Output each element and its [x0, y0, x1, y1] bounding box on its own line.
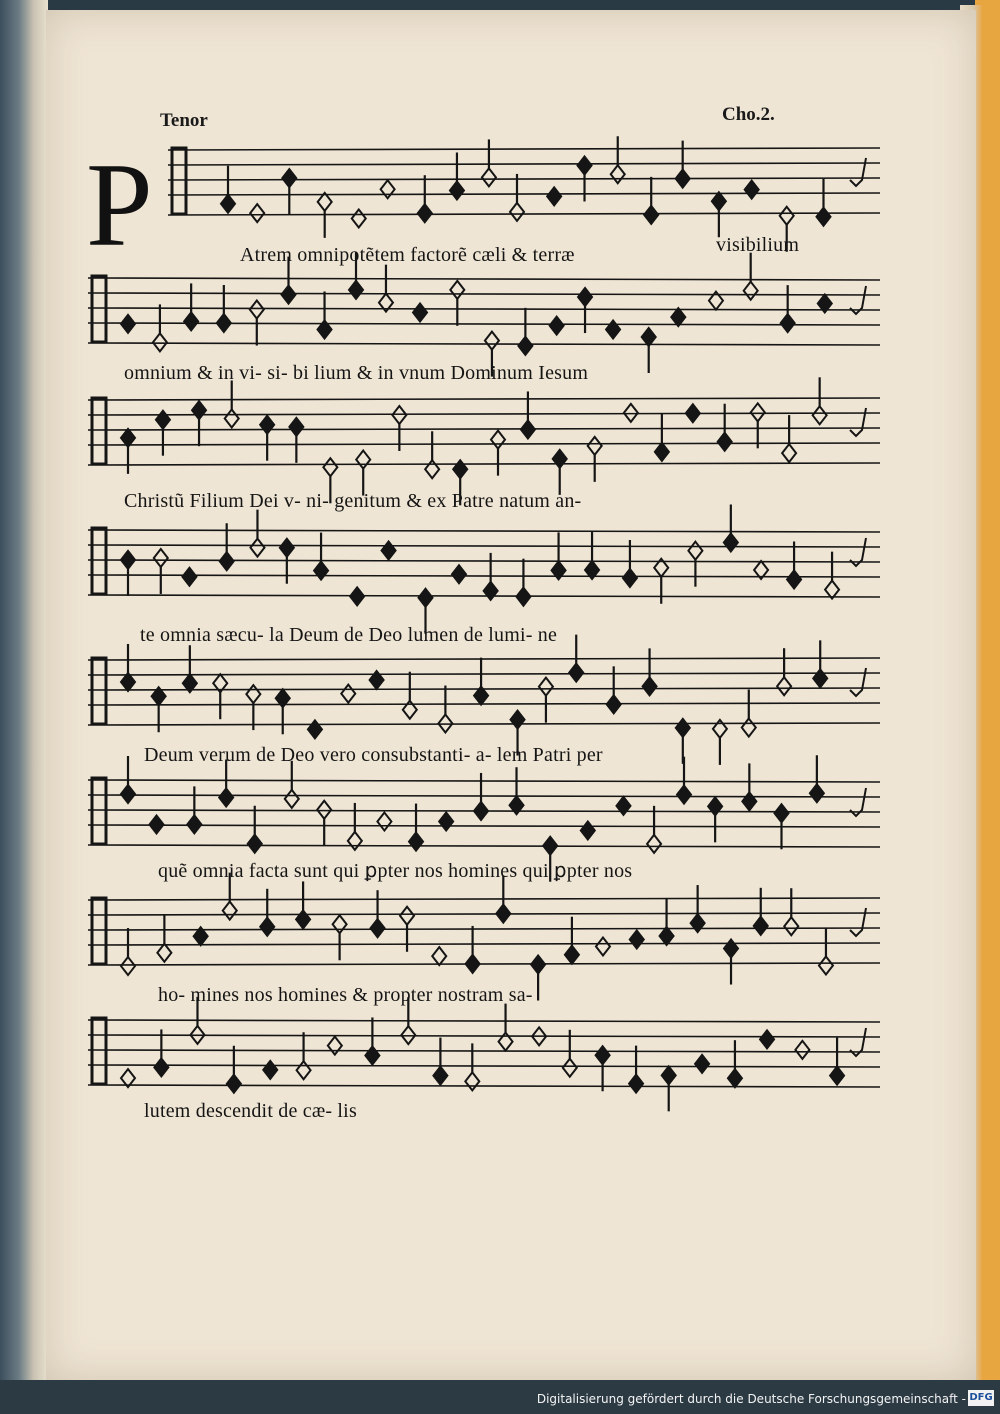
- voice-part-label: Tenor: [160, 110, 208, 131]
- clef: [92, 898, 106, 964]
- note: [644, 206, 658, 224]
- note: [553, 450, 567, 468]
- note: [728, 1069, 742, 1087]
- staff-7: [88, 873, 880, 1001]
- note: [510, 203, 524, 221]
- lyric-line-2: omnium & in vi- si- bi lium & in vnum Dominum Iesum: [124, 362, 589, 384]
- note: [781, 314, 795, 332]
- note: [642, 328, 656, 346]
- note: [830, 1067, 844, 1085]
- note: [760, 1030, 774, 1048]
- note: [121, 785, 135, 803]
- note: [308, 720, 322, 738]
- note: [182, 568, 196, 586]
- note: [647, 835, 661, 853]
- note: [662, 1066, 676, 1084]
- lyric-line-1b: visibilium: [716, 234, 800, 256]
- lyric-line-5: Deum verum de Deo vero consubstanti- a- lem Patri per: [144, 744, 603, 766]
- note: [588, 437, 602, 455]
- staff-4: [88, 504, 880, 633]
- note: [314, 562, 328, 580]
- note: [297, 1061, 311, 1079]
- clef: [92, 658, 106, 724]
- note: [328, 1037, 342, 1055]
- note: [784, 917, 798, 935]
- clef: [92, 276, 106, 342]
- note: [221, 195, 235, 213]
- note: [225, 409, 239, 427]
- note: [333, 915, 347, 933]
- note: [745, 181, 759, 199]
- note: [349, 281, 363, 299]
- note: [521, 420, 535, 438]
- note: [377, 813, 391, 831]
- clef: [92, 778, 106, 844]
- note: [248, 835, 262, 853]
- note: [250, 204, 264, 222]
- note: [581, 821, 595, 839]
- note: [184, 312, 198, 330]
- custos: [850, 668, 866, 696]
- note: [712, 192, 726, 210]
- staff-2: [88, 252, 880, 377]
- note: [263, 1061, 277, 1079]
- note: [227, 1075, 241, 1093]
- note: [547, 187, 561, 205]
- note: [754, 917, 768, 935]
- note: [539, 678, 553, 696]
- digitization-credit: Digitalisierung gefördert durch die Deutsche Forschungsgemeinschaft -: [536, 1392, 966, 1406]
- note: [474, 802, 488, 820]
- note: [787, 571, 801, 589]
- note: [688, 542, 702, 560]
- note: [432, 947, 446, 965]
- note: [677, 786, 691, 804]
- note: [365, 1046, 379, 1064]
- note: [606, 321, 620, 339]
- folio-label: Cho.2.: [722, 104, 775, 125]
- note: [578, 288, 592, 306]
- note: [686, 404, 700, 422]
- note: [217, 314, 231, 332]
- note: [318, 193, 332, 211]
- note: [285, 790, 299, 808]
- note: [409, 833, 423, 851]
- note: [724, 533, 738, 551]
- note: [246, 685, 260, 703]
- note: [531, 956, 545, 974]
- note: [192, 401, 206, 419]
- custos: [850, 158, 866, 186]
- note: [810, 784, 824, 802]
- note: [220, 552, 234, 570]
- lyric-line-1: Atrem omnipotẽtem factorẽ cæli & terræ: [240, 244, 575, 266]
- note: [439, 813, 453, 831]
- note: [484, 582, 498, 600]
- note: [219, 788, 233, 806]
- note: [317, 801, 331, 819]
- note: [655, 443, 669, 461]
- note: [452, 565, 466, 583]
- note: [819, 957, 833, 975]
- note: [643, 677, 657, 695]
- note: [482, 168, 496, 186]
- note: [569, 664, 583, 682]
- note: [341, 685, 355, 703]
- note: [629, 1075, 643, 1093]
- note: [563, 1059, 577, 1077]
- note: [433, 1067, 447, 1085]
- dfg-logo: DFG: [968, 1390, 994, 1406]
- clef: [92, 528, 106, 594]
- note: [400, 907, 414, 925]
- staff-3: [88, 377, 880, 505]
- lyric-line-8: lutem descendit de cæ- lis: [144, 1100, 357, 1122]
- note: [356, 451, 370, 469]
- note: [157, 944, 171, 962]
- note: [371, 919, 385, 937]
- note: [491, 431, 505, 449]
- note: [289, 418, 303, 436]
- note: [450, 281, 464, 299]
- note: [187, 815, 201, 833]
- note: [795, 1041, 809, 1059]
- note: [774, 804, 788, 822]
- note: [154, 549, 168, 567]
- lyric-line-6: quẽ omnia facta sunt qui ꝑpter nos homines qui ꝑpter nos: [158, 860, 633, 882]
- note: [260, 416, 274, 434]
- note: [676, 170, 690, 188]
- note: [718, 433, 732, 451]
- note: [777, 677, 791, 695]
- note: [485, 332, 499, 350]
- note: [543, 837, 557, 855]
- note: [596, 938, 610, 956]
- custos: [850, 408, 866, 436]
- note: [813, 669, 827, 687]
- note: [323, 458, 337, 476]
- clef: [92, 398, 106, 464]
- custos: [850, 908, 866, 936]
- note: [150, 815, 164, 833]
- note: [450, 182, 464, 200]
- note: [676, 719, 690, 737]
- note: [611, 165, 625, 183]
- note: [296, 910, 310, 928]
- note: [453, 460, 467, 478]
- note: [782, 444, 796, 462]
- note: [825, 581, 839, 599]
- note: [691, 914, 705, 932]
- note: [352, 209, 366, 227]
- note: [751, 403, 765, 421]
- note: [465, 1072, 479, 1090]
- note: [250, 539, 264, 557]
- note: [260, 918, 274, 936]
- lyric-line-4: te omnia sæcu- la Deum de Deo lumen de lumi- ne: [140, 624, 558, 646]
- note: [121, 551, 135, 569]
- note: [550, 317, 564, 335]
- note: [671, 308, 685, 326]
- note: [708, 797, 722, 815]
- note: [466, 955, 480, 973]
- note: [630, 931, 644, 949]
- note: [418, 204, 432, 222]
- note: [813, 406, 827, 424]
- note: [282, 286, 296, 304]
- note: [695, 1055, 709, 1073]
- clef: [172, 148, 186, 214]
- note: [419, 589, 433, 607]
- note: [660, 927, 674, 945]
- note: [780, 207, 794, 225]
- note: [742, 719, 756, 737]
- note: [121, 957, 135, 975]
- note: [724, 940, 738, 958]
- note: [250, 301, 264, 319]
- note: [816, 208, 830, 226]
- lyric-line-3: Christũ Filium Dei v- ni- genitum & ex Patre natum an-: [124, 490, 582, 512]
- note: [156, 411, 170, 429]
- note: [578, 156, 592, 174]
- note: [223, 902, 237, 920]
- note: [516, 588, 530, 606]
- decorated-initial: P: [86, 138, 153, 271]
- note: [742, 792, 756, 810]
- note: [518, 337, 532, 355]
- note: [623, 569, 637, 587]
- note: [565, 946, 579, 964]
- note: [413, 303, 427, 321]
- note: [382, 542, 396, 560]
- note: [596, 1046, 610, 1064]
- staff-8: [88, 997, 880, 1111]
- note: [744, 282, 758, 300]
- note: [381, 180, 395, 198]
- note: [511, 711, 525, 729]
- clef: [92, 1018, 106, 1084]
- note: [121, 315, 135, 333]
- note: [607, 695, 621, 713]
- note: [425, 460, 439, 478]
- lyric-line-7: ho- mines nos homines & propter nostram sa-: [158, 984, 533, 1006]
- note: [350, 587, 364, 605]
- note: [282, 169, 296, 187]
- note: [154, 1058, 168, 1076]
- note: [280, 539, 294, 557]
- note: [348, 832, 362, 850]
- note: [496, 905, 510, 923]
